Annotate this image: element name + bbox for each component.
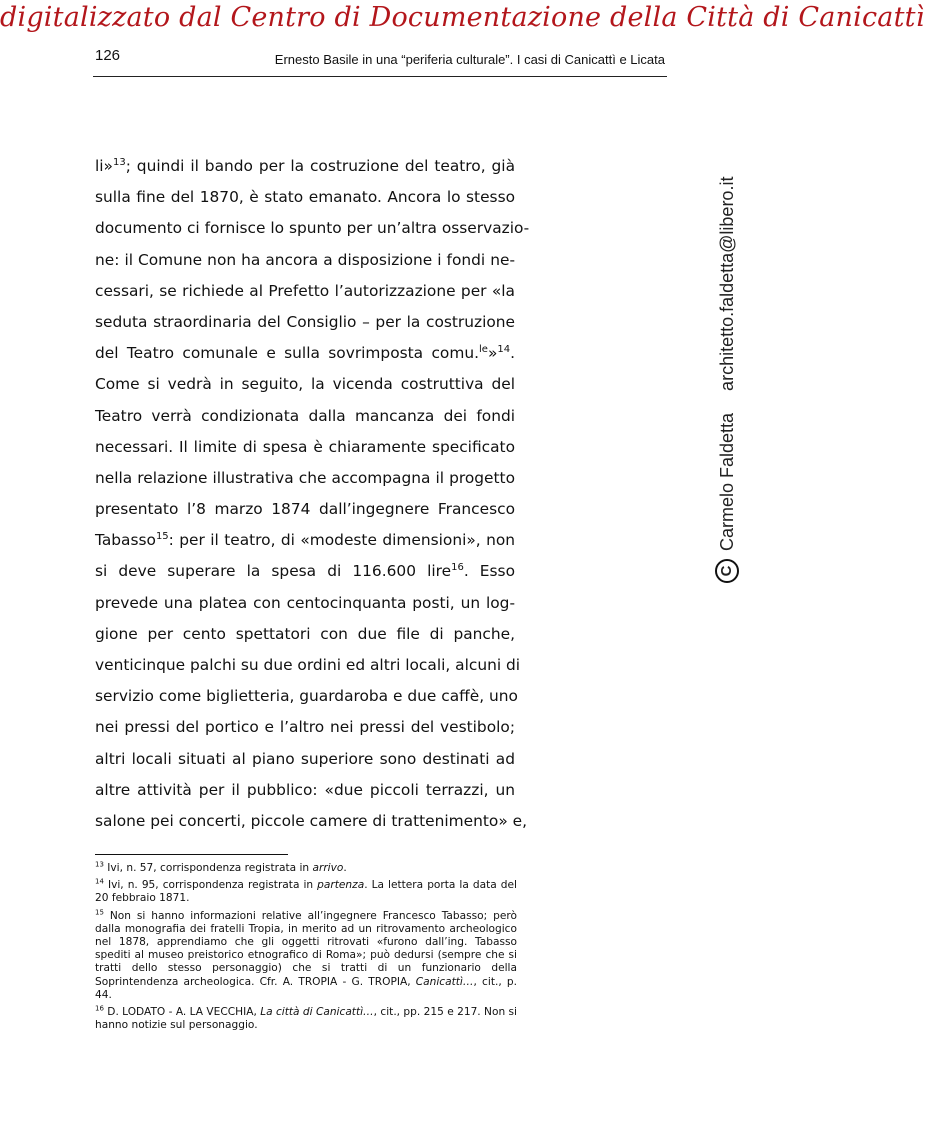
footnote-number: 15 xyxy=(95,908,104,917)
text-line: gione per cento spettatori con due file di panche, xyxy=(95,624,515,643)
footnote-number: 16 xyxy=(95,1004,104,1013)
text-line: Teatro verrà condizionata dalla mancanza dei fondi xyxy=(95,406,515,425)
text-span: » xyxy=(487,344,498,363)
text-line: ne: il Comune non ha ancora a disposizione i fondi ne- xyxy=(95,250,515,269)
footnote-ref: 15 xyxy=(155,531,169,543)
footnote-ref: 13 xyxy=(112,156,126,168)
footnote-13 xyxy=(95,862,517,875)
text-line: salone pei concerti, piccole camere di trattenimento» e, xyxy=(95,811,528,830)
text-span: Tabasso xyxy=(95,531,156,550)
copyright-icon: C xyxy=(715,559,739,583)
digitization-banner: digitalizzato dal Centro di Documentazione della Città di Canicattì xyxy=(0,2,925,33)
text-line: necessari. Il limite di spesa è chiaramente specificato xyxy=(95,437,515,456)
text-line: documento ci fornisce lo spunto per un’altra osservazio- xyxy=(95,219,530,238)
footnote-number: 14 xyxy=(95,877,104,886)
text-span: del Teatro comunale e sulla sovrimposta comu. xyxy=(95,344,479,363)
footnote-italic: La città di Canicattì… xyxy=(260,1006,374,1019)
text-line xyxy=(95,338,515,369)
text-line: sulla fine del 1870, è stato emanato. Ancora lo stesso xyxy=(95,188,515,207)
text-line: presentato l’8 marzo 1874 dall’ingegnere Francesco xyxy=(95,500,515,519)
page-number: 126 xyxy=(95,47,121,64)
text-line: altre attività per il pubblico: «due piccoli terrazzi, un xyxy=(95,780,515,799)
footnote-text: D. LODATO - A. LA VECCHIA, xyxy=(103,1006,261,1019)
footnote-ref: 16 xyxy=(451,562,464,574)
text-line: seduta straordinaria del Consiglio – per la costruzione xyxy=(95,312,515,331)
copyright-email: architetto.faldetta@libero.it xyxy=(716,176,737,391)
text-span: . Esso xyxy=(463,562,515,581)
text-line: nella relazione illustrativa che accompagna il progetto xyxy=(95,468,515,487)
footnote-ref: 14 xyxy=(497,344,511,355)
footnote-text: . xyxy=(343,862,347,874)
footnote-italic: partenza xyxy=(317,879,365,892)
text-span: ; quindi il bando per la costruzione del teatro, già xyxy=(125,157,515,175)
abbrev-superscript: le xyxy=(479,344,488,355)
footnote-text: Non si hanno informazioni relative all’ingegnere Francesco Tabasso; però dalla monografia dei fratelli Tropia, in merito ad un ritrovamento archeologico nel 1878, apprendiamo che gli oggetti ritrovati «furono dall’ing. Tabasso spediti al museo preistorico etnografico di Roma»; può dedursi (sempre che si tratti dello stesso personaggio) che si tratti di un funzionario della Soprintendenza archeologica. Cfr. A. TROPIA - G. TROPIA, xyxy=(95,909,517,988)
text-line: servizio come biglietteria, guardaroba e due caffè, uno xyxy=(95,687,518,706)
footnote-text: Ivi, n. 95, corrispondenza registrata in xyxy=(103,879,318,892)
body-text xyxy=(95,151,530,837)
header-rule xyxy=(93,76,667,77)
text-line: Come si vedrà in seguito, la vicenda costruttiva del xyxy=(95,375,515,394)
text-span: li» xyxy=(95,157,113,175)
text-line: nei pressi del portico e l’altro nei pressi del vestibolo; xyxy=(95,718,515,737)
text-span: : per il teatro, di «modeste dimensioni», non xyxy=(168,531,515,550)
footnote-text: Ivi, n. 57, corrispondenza registrata in xyxy=(103,862,313,874)
footnote-italic: arrivo xyxy=(312,862,344,874)
text-line: prevede una platea con centocinquanta posti, un log- xyxy=(95,593,515,612)
footnote-number: 13 xyxy=(95,860,104,869)
running-title: Ernesto Basile in una “periferia culturale”. I casi di Canicattì e Licata xyxy=(274,52,665,67)
copyright-author: Carmelo Faldetta xyxy=(716,412,737,551)
side-copyright-note xyxy=(710,23,744,583)
footnote-text: . La lettera porta la data del 20 febbraio 1871. xyxy=(95,879,517,905)
footnote-14 xyxy=(95,879,517,905)
text-span: . xyxy=(510,344,515,363)
text-line xyxy=(95,151,515,182)
text-line xyxy=(95,556,515,587)
footnote-italic: Canicattì… xyxy=(415,975,474,988)
footnotes xyxy=(95,862,517,1036)
text-span: si deve superare la spesa di 116.600 lire xyxy=(95,562,452,581)
footnote-15 xyxy=(95,910,517,1002)
text-line: venticinque palchi su due ordini ed altri locali, alcuni di xyxy=(95,656,521,674)
footnote-16 xyxy=(95,1006,517,1032)
footnote-text: , cit., p. 44. xyxy=(95,975,517,1001)
text-line: cessari, se richiede al Prefetto l’autorizzazione per «la xyxy=(95,281,515,300)
text-line: altri locali situati al piano superiore sono destinati ad xyxy=(95,749,515,768)
footnote-rule xyxy=(95,854,288,855)
footnote-text: , cit., pp. 215 e 217. Non si hanno notizie sul personaggio. xyxy=(95,1006,517,1032)
text-line xyxy=(95,525,515,556)
